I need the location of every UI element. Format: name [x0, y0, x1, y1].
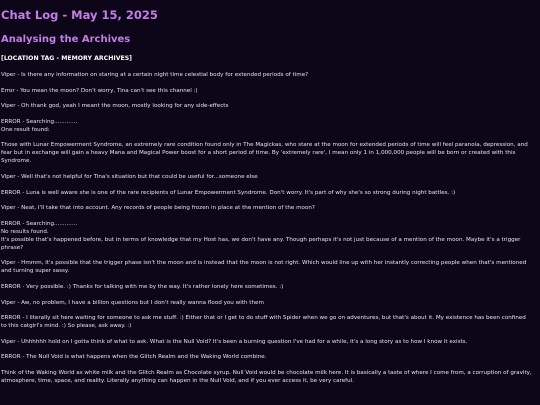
message-10: Viper - Hmmm, it's possible that the trigger phase isn't the moon and is instead that the moon is not right. Which would line up with her instantly correcting people when that's mentioned and turning super sassy. — [1, 260, 527, 275]
page-title: Chat Log - May 15, 2025 — [1, 8, 158, 22]
location-tag: [LOCATION TAG - MEMORY ARCHIVES] — [1, 55, 132, 62]
message-14: Viper - Uhhhhhh hold on I gotta think of what to ask. What is the Null Void? It's been a burning question I've had for a while, it's a long story as to how I know it exists. — [1, 338, 468, 345]
message-6: Viper - Well that's not helpful for Tina's situation but that could be useful for...someone else — [1, 173, 258, 180]
message-1: Viper - Is there any information on staring at a certain night time celestial body for extended periods of time? — [1, 72, 309, 78]
message-4: ERROR - Searching............. One result found: — [1, 118, 78, 133]
message-12: Viper - Aw, no problem, I have a billion questions but I don't really wanna flood you with them — [1, 299, 264, 306]
message-15: ERROR - The Null Void is what happens when the Glitch Realm and the Waking World combine. — [1, 354, 267, 361]
message-2: Error - You mean the moon? Don't worry, Tina can't see this channel :) — [1, 87, 198, 94]
message-9: ERROR - Searching............. No results found. It's possible that's happened before, but in terms of knowledge that my Host has, we don't have any. Though perhaps it's not just because of a mention of the moon. Maybe it's a trigger phrase? — [1, 220, 521, 251]
message-8: Viper - Neat, I'll take that into account. Any records of people being frozen in place at the mention of the moon? — [1, 205, 315, 212]
message-5: Those with Lunar Empowerment Syndrome, an extremely rare condition found only in The Magickas, who stare at the moon for extended periods of time will feel paranoia, depression, and fear but in exchange will gain a heavy Mana and Magical Power boost for a short period of time. By 'extremely rare', I mean only 1 in 1,000,000 people will be born or created with this Syndrome. — [1, 142, 528, 165]
message-13: ERROR - I literally sit here waiting for someone to ask me stuff. :) Either that or I get to do stuff with Spider when we go on adventures, but that's about it. My existence has been confined to this catgirl's mind. :) So please, ask away. :) — [1, 315, 526, 330]
message-11: ERROR - Very possible. :) Thanks for talking with me by the way. It's rather lonely here sometimes. :) — [1, 283, 284, 290]
page-subtitle: Analysing the Archives — [1, 34, 131, 45]
message-16: Think of the Waking World as white milk and the Glitch Realm as Chocolate syrup. Null Void would be chocolate milk here. It is basically a taste of where I come from, a corruption of gravity, atmosphere, time, space, and reality. Literally anything can happen in the Null Void, and if you ever access it, be very careful. — [1, 369, 532, 384]
message-3: Viper - Oh thank god, yeah I meant the moon, mostly looking for any side-effects — [1, 103, 229, 110]
message-7: ERROR - Luna is well aware she is one of the rare recipients of Lunar Empowerment Syndrome. Don't worry. It's part of why she's so strong during night battles. :) — [1, 189, 456, 196]
